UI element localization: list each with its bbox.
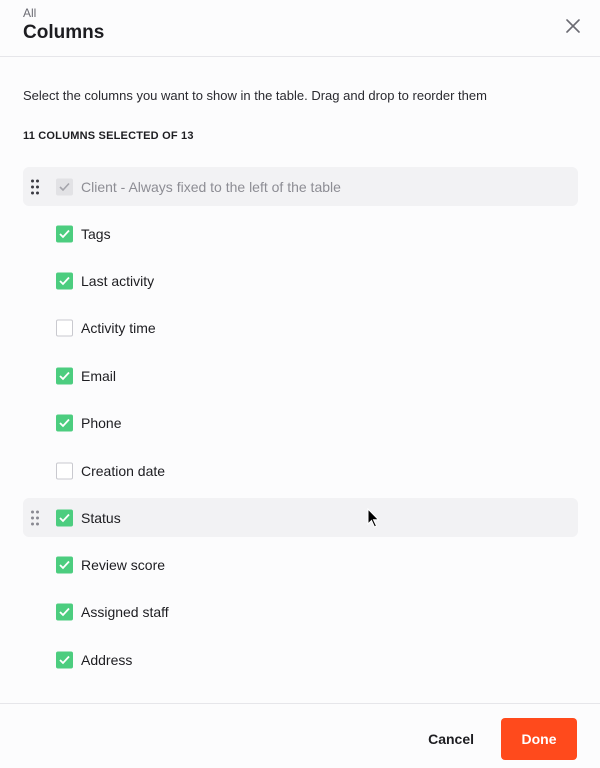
modal-header: [0, 0, 600, 57]
column-label: Tags: [81, 225, 111, 242]
checkbox-activity-time[interactable]: [56, 320, 73, 337]
checkbox-review-score[interactable]: [56, 557, 73, 574]
checkbox-assigned-staff[interactable]: [56, 604, 73, 621]
column-row-address[interactable]: [23, 636, 578, 683]
done-button[interactable]: Done: [501, 718, 577, 760]
checkbox-tags[interactable]: [56, 225, 73, 242]
column-label: Creation date: [81, 462, 166, 479]
column-label: Client - Always fixed to the left of the table: [81, 178, 341, 195]
close-icon[interactable]: [566, 19, 580, 33]
checkbox-address[interactable]: [56, 651, 73, 668]
column-row-email[interactable]: [23, 352, 578, 399]
column-row-tags[interactable]: [23, 210, 578, 257]
column-label: Review score: [81, 557, 166, 574]
modal-title: Columns: [23, 22, 105, 43]
drag-handle-icon[interactable]: [31, 179, 39, 194]
column-label: Email: [81, 367, 117, 384]
checkbox-creation-date[interactable]: [56, 462, 73, 479]
column-row-last-activity[interactable]: [23, 257, 578, 304]
checkbox-phone[interactable]: [56, 415, 73, 432]
checkbox-last-activity[interactable]: [56, 273, 73, 290]
column-label: Activity time: [81, 320, 156, 337]
modal-footer: [0, 703, 600, 768]
column-row-review-score[interactable]: [23, 541, 578, 588]
checkbox-client: [56, 178, 73, 195]
column-row-phone[interactable]: [23, 400, 578, 447]
column-label: Status: [81, 509, 121, 526]
column-row-client[interactable]: [23, 167, 578, 206]
column-label: Address: [81, 651, 133, 668]
column-label: Last activity: [81, 273, 155, 290]
column-label: Assigned staff: [81, 604, 169, 621]
mouse-pointer-icon: [367, 508, 381, 528]
drag-handle-icon[interactable]: [31, 510, 39, 525]
column-row-status[interactable]: [23, 498, 578, 537]
column-list: [23, 163, 578, 684]
column-row-activity-time[interactable]: [23, 305, 578, 352]
column-row-creation-date[interactable]: [23, 447, 578, 494]
breadcrumb[interactable]: All: [23, 6, 37, 20]
selected-count: 11 COLUMNS SELECTED OF 13: [23, 130, 194, 142]
column-row-assigned-staff[interactable]: [23, 589, 578, 636]
cancel-button[interactable]: Cancel: [428, 731, 474, 747]
instructions-text: Select the columns you want to show in the table. Drag and drop to reorder them: [23, 88, 487, 103]
column-label: Phone: [81, 415, 122, 432]
checkbox-email[interactable]: [56, 367, 73, 384]
checkbox-status[interactable]: [56, 509, 73, 526]
